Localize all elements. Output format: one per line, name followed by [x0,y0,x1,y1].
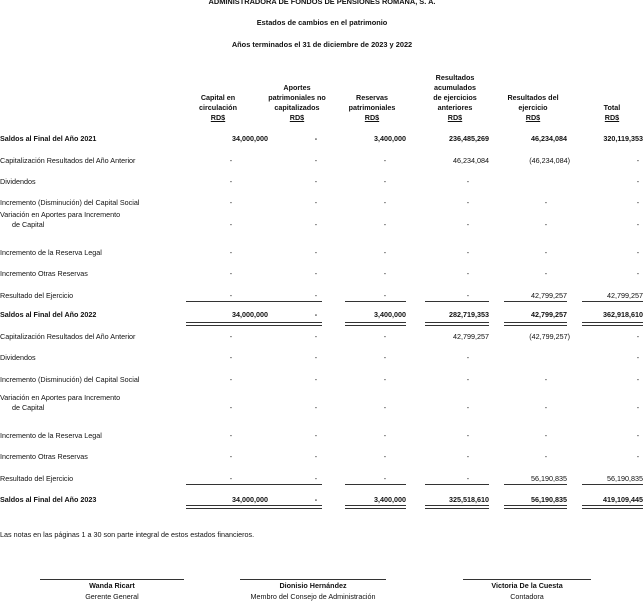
table-cell: 3,400,000 [374,495,406,504]
table-cell: 419,109,445 [603,495,643,504]
table-cell: - [466,291,470,300]
row-label-text: de Capital [12,403,45,412]
total-double-rule [504,505,567,509]
table-cell: - [314,156,318,165]
signatory-name: Dionisio Hernández [279,581,347,590]
column-header-text: Aportes [283,83,311,92]
column-header-text: ejercicio [518,103,548,112]
table-cell: 320,119,353 [603,134,643,143]
row-label-text: Saldos al Final del Año 2023 [0,495,97,504]
row-label [0,452,200,462]
table-cell: 42,799,257 [607,291,643,300]
table-cell: 282,719,353 [449,310,489,319]
table-cell: - [314,291,318,300]
table-cell: - [314,452,318,461]
column-header-text: de ejercicios [433,93,477,102]
table-cell: - [544,248,548,257]
table-cell: - [466,403,470,412]
table-cell: - [229,403,233,412]
subtotal-rule [425,484,489,485]
signatory-name: Wanda Ricart [89,581,135,590]
table-cell: - [544,375,548,384]
table-cell: 325,518,610 [449,495,489,504]
subtotal-rule [186,484,268,485]
row-label-text: Capitalización Resultados del Año Anterior [0,156,136,165]
table-cell: - [229,353,233,362]
table-cell: - [229,452,233,461]
column-header [327,93,417,123]
table-cell: - [229,156,233,165]
table-cell: - [314,248,318,257]
table-cell: - [466,220,470,229]
total-double-rule [264,505,322,509]
table-cell: - [636,177,640,186]
row-label-text: Dividendos [0,177,36,186]
table-cell: 3,400,000 [374,134,406,143]
table-cell: - [383,269,387,278]
table-cell: - [466,248,470,257]
total-double-rule [264,322,322,326]
table-cell: - [229,431,233,440]
column-unit: RD$ [525,113,541,122]
table-cell: - [314,198,318,207]
table-cell: - [229,269,233,278]
table-cell: - [229,248,233,257]
table-cell: 34,000,000 [232,495,268,504]
table-cell: - [229,177,233,186]
table-cell: - [636,248,640,257]
table-cell: - [383,220,387,229]
table-cell: - [383,198,387,207]
column-unit: RD$ [210,113,226,122]
table-cell: - [314,353,318,362]
table-cell: - [466,474,470,483]
row-label [0,332,200,342]
table-cell: 34,000,000 [232,134,268,143]
balance-row-label [0,134,200,144]
table-cell: - [636,198,640,207]
total-double-rule [582,505,643,509]
table-cell: - [314,177,318,186]
table-cell: 56,190,835 [531,495,567,504]
table-cell: - [314,269,318,278]
signatory-role: Contadora [510,592,544,601]
subtotal-rule [504,301,567,302]
row-label-text: Incremento de la Reserva Legal [0,248,102,257]
row-label [0,431,200,441]
table-cell: - [229,291,233,300]
row-label-text: Resultado del Ejercicio [0,291,74,300]
row-label [0,210,200,230]
table-cell: 42,799,257 [531,310,567,319]
signature-line [40,579,184,580]
table-cell: - [383,156,387,165]
balance-row-label [0,310,200,320]
column-header-text: Reservas [356,93,388,102]
row-label [0,393,200,413]
statement-title: Estados de cambios en el patrimonio [256,18,388,27]
row-label [0,198,200,208]
table-cell: 362,918,610 [603,310,643,319]
table-cell: - [544,452,548,461]
signatory-role: Membro del Consejo de Administración [250,592,376,601]
table-cell: - [383,332,387,341]
column-header [567,103,644,123]
table-cell: - [636,452,640,461]
column-header-text: anteriores [437,103,473,112]
total-double-rule [425,505,489,509]
table-cell: - [636,156,640,165]
table-cell: 56,190,835 [607,474,643,483]
subtotal-rule [504,484,567,485]
table-cell: - [544,403,548,412]
row-label-text: Variación en Aportes para Incremento [0,210,121,219]
table-cell: - [229,474,233,483]
signatory-role: Gerente General [85,592,139,601]
total-double-rule [345,505,406,509]
column-unit: RD$ [364,113,380,122]
footnote: Las notas en las páginas 1 a 30 son parte integral de estos estados financieros. [0,530,255,539]
subtotal-rule [264,301,322,302]
table-cell: - [314,310,318,319]
row-label [0,474,200,484]
row-label-text: Saldos al Final del Año 2021 [0,134,97,143]
column-header-text: Capital en [200,93,236,102]
table-cell: - [544,220,548,229]
table-cell: - [314,431,318,440]
table-cell: (42,799,257) [529,332,570,341]
table-cell: - [314,375,318,384]
table-cell: - [383,403,387,412]
statement-period: Años terminados el 31 de diciembre de 2023 y 2022 [231,40,413,49]
column-header-text: Resultados [435,73,475,82]
table-cell: - [466,375,470,384]
table-cell: - [229,220,233,229]
balance-row-label [0,495,200,505]
table-cell: - [383,353,387,362]
subtotal-rule [582,484,643,485]
signature-line [240,579,386,580]
column-header-text: circulación [199,103,237,112]
table-cell: - [383,291,387,300]
total-double-rule [186,322,268,326]
table-cell: - [466,177,470,186]
column-header-text: acumulados [434,83,476,92]
table-cell: - [636,403,640,412]
row-label [0,291,200,301]
column-header-text: patrimoniales [348,103,396,112]
table-cell: - [466,452,470,461]
row-label-text: Incremento (Disminución) del Capital Social [0,375,140,384]
table-cell: 42,799,257 [453,332,489,341]
table-cell: - [466,198,470,207]
row-label-text: Incremento de la Reserva Legal [0,431,102,440]
total-double-rule [504,322,567,326]
row-label [0,353,200,363]
row-label-text: Dividendos [0,353,36,362]
table-cell: - [383,431,387,440]
column-unit: RD$ [447,113,463,122]
table-cell: - [383,375,387,384]
table-cell: - [544,269,548,278]
table-cell: - [229,375,233,384]
total-double-rule [345,322,406,326]
table-cell: - [466,353,470,362]
subtotal-rule [582,301,643,302]
table-cell: 42,799,257 [531,291,567,300]
table-cell: 236,485,269 [449,134,489,143]
row-label [0,248,200,258]
table-cell: - [636,269,640,278]
table-cell: 46,234,084 [531,134,567,143]
table-cell: - [314,495,318,504]
total-double-rule [582,322,643,326]
subtotal-rule [345,484,406,485]
row-label-text: Incremento (Disminución) del Capital Social [0,198,140,207]
table-cell: - [314,474,318,483]
table-cell: - [314,220,318,229]
row-label [0,177,200,187]
row-label-text: Capitalización Resultados del Año Anterior [0,332,136,341]
table-cell: - [314,134,318,143]
row-label-text: Saldos al Final del Año 2022 [0,310,97,319]
table-cell: - [544,198,548,207]
table-cell: - [383,452,387,461]
table-cell: - [229,198,233,207]
column-header-text: capitalizados [274,103,320,112]
subtotal-rule [264,484,322,485]
row-label-text: Resultado del Ejercicio [0,474,74,483]
table-cell: - [314,332,318,341]
column-header [488,93,578,123]
table-cell: - [466,431,470,440]
total-double-rule [186,505,268,509]
column-header-text: Resultados del [507,93,559,102]
table-cell: 56,190,835 [531,474,567,483]
column-header-text: patrimoniales no [268,93,326,102]
column-header [410,73,500,123]
row-label [0,375,200,385]
table-cell: - [636,332,640,341]
table-cell: 46,234,084 [453,156,489,165]
signature-line [463,579,591,580]
row-label [0,156,200,166]
subtotal-rule [186,301,268,302]
column-unit: RD$ [604,113,620,122]
subtotal-rule [345,301,406,302]
table-cell: 34,000,000 [232,310,268,319]
column-unit: RD$ [289,113,305,122]
table-cell: (46,234,084) [529,156,570,165]
table-cell: - [466,269,470,278]
company-name: ADMINISTRADORA DE FONDOS DE PENSIONES ROMANA, S. A. [208,0,436,6]
column-header-text: Total [603,103,621,112]
table-cell: - [636,375,640,384]
row-label-text: de Capital [12,220,45,229]
row-label-text: Incremento Otras Reservas [0,452,88,461]
table-cell: - [383,177,387,186]
table-cell: - [636,353,640,362]
table-cell: - [314,403,318,412]
row-label [0,269,200,279]
table-cell: - [544,431,548,440]
row-label-text: Incremento Otras Reservas [0,269,88,278]
subtotal-rule [425,301,489,302]
table-cell: - [636,431,640,440]
table-cell: - [383,248,387,257]
signatory-name: Victoria De la Cuesta [491,581,563,590]
total-double-rule [425,322,489,326]
table-cell: - [229,332,233,341]
table-cell: - [383,474,387,483]
column-header [173,93,263,123]
table-cell: 3,400,000 [374,310,406,319]
row-label-text: Variación en Aportes para Incremento [0,393,121,402]
table-cell: - [636,220,640,229]
